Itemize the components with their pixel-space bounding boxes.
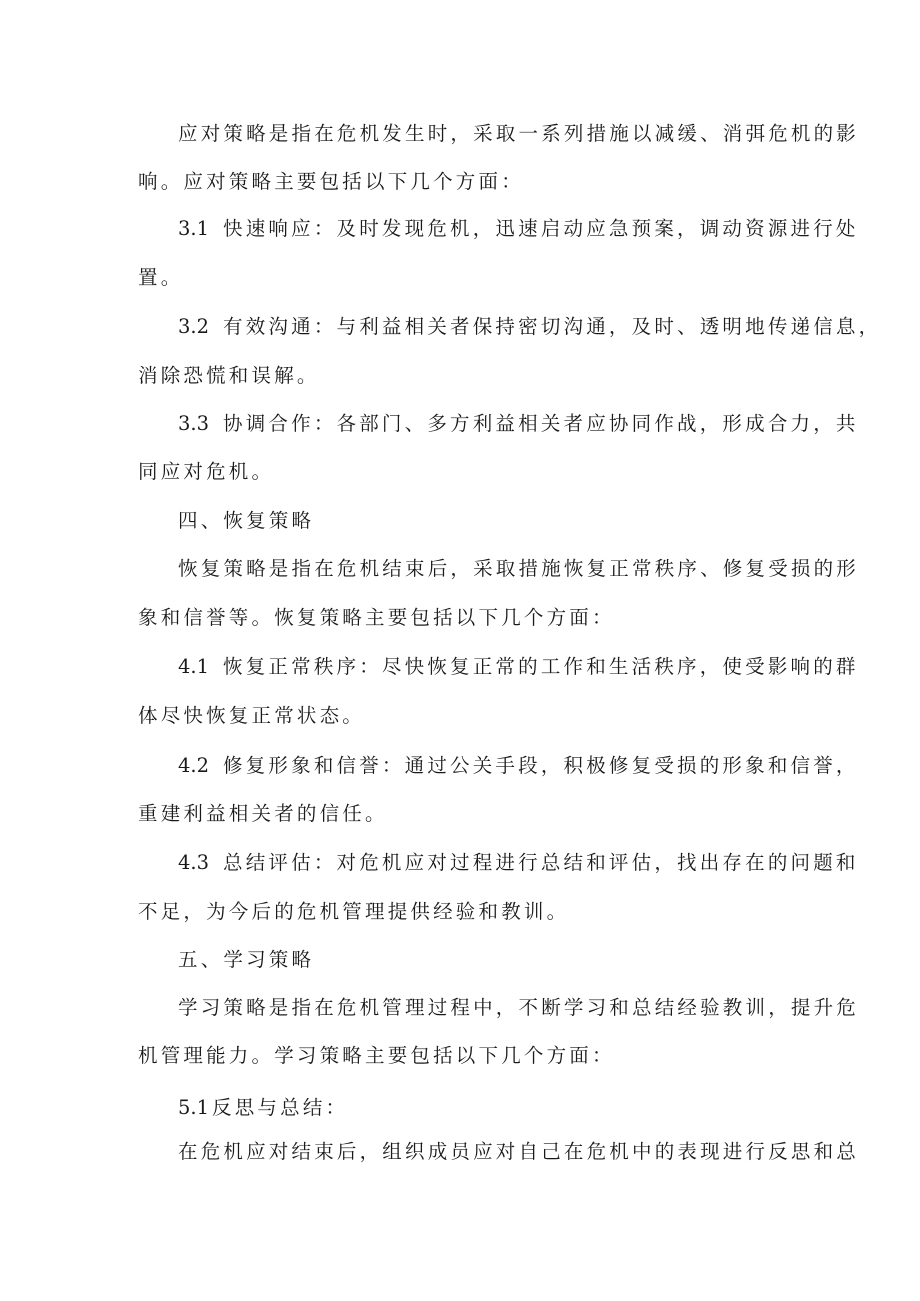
item-text: 恢复正常秩序：尽快恢复正常的工作和生活秩序，使受影响的群 (223, 655, 859, 678)
paragraph-line: 重建利益相关者的信任。 (138, 802, 388, 825)
item-number: 4.1 (178, 655, 210, 678)
paragraph-line: 不足，为今后的危机管理提供经验和教训。 (138, 900, 570, 923)
paragraph-line: 机管理能力。学习策略主要包括以下几个方面： (138, 1044, 615, 1067)
paragraph-line: 在危机应对结束后，组织成员应对自己在危机中的表现进行反思和总 (178, 1140, 860, 1163)
paragraph-line: 响。应对策略主要包括以下几个方面： (138, 170, 524, 193)
list-item (178, 853, 859, 873)
paragraph-line: 恢复策略是指在危机结束后，采取措施恢复正常秩序、修复受损的形 (178, 557, 860, 580)
item-number: 4.3 (178, 851, 210, 874)
list-item (178, 219, 859, 239)
item-number: 5.1 (178, 1096, 210, 1119)
paragraph-line: 体尽快恢复正常状态。 (138, 704, 366, 727)
item-number: 3.1 (178, 217, 210, 240)
paragraph-line: 应对策略是指在危机发生时，采取一系列措施以减缓、消弭危机的影 (178, 122, 860, 145)
item-text: 总结评估：对危机应对过程进行总结和评估，找出存在的问题和 (223, 851, 859, 874)
item-text: 快速响应：及时发现危机，迅速启动应急预案，调动资源进行处 (223, 217, 859, 240)
paragraph-line: 象和信誉等。恢复策略主要包括以下几个方面： (138, 606, 615, 629)
paragraph-line: 学习策略是指在危机管理过程中，不断学习和总结经验教训，提升危 (178, 996, 860, 1019)
item-text: 协调合作：各部门、多方利益相关者应协同作战，形成合力，共 (223, 412, 859, 435)
item-text: 反思与总结： (212, 1096, 349, 1119)
section-heading: 四、恢复策略 (178, 509, 315, 532)
item-number: 3.3 (178, 412, 210, 435)
list-item (178, 657, 859, 677)
item-text: 有效沟通：与利益相关者保持密切沟通，及时、透明地传递信息， (223, 315, 882, 338)
list-item (178, 756, 859, 776)
list-item (178, 317, 881, 337)
paragraph-line: 置。 (138, 266, 184, 289)
paragraph-line: 同应对危机。 (138, 460, 275, 483)
item-text: 修复形象和信誉：通过公关手段，积极修复受损的形象和信誉， (223, 754, 859, 777)
paragraph-line: 消除恐慌和误解。 (138, 364, 320, 387)
item-number: 4.2 (178, 754, 210, 777)
item-number: 3.2 (178, 315, 210, 338)
list-item (178, 414, 859, 434)
list-item (178, 1098, 348, 1118)
section-heading: 五、学习策略 (178, 948, 315, 971)
